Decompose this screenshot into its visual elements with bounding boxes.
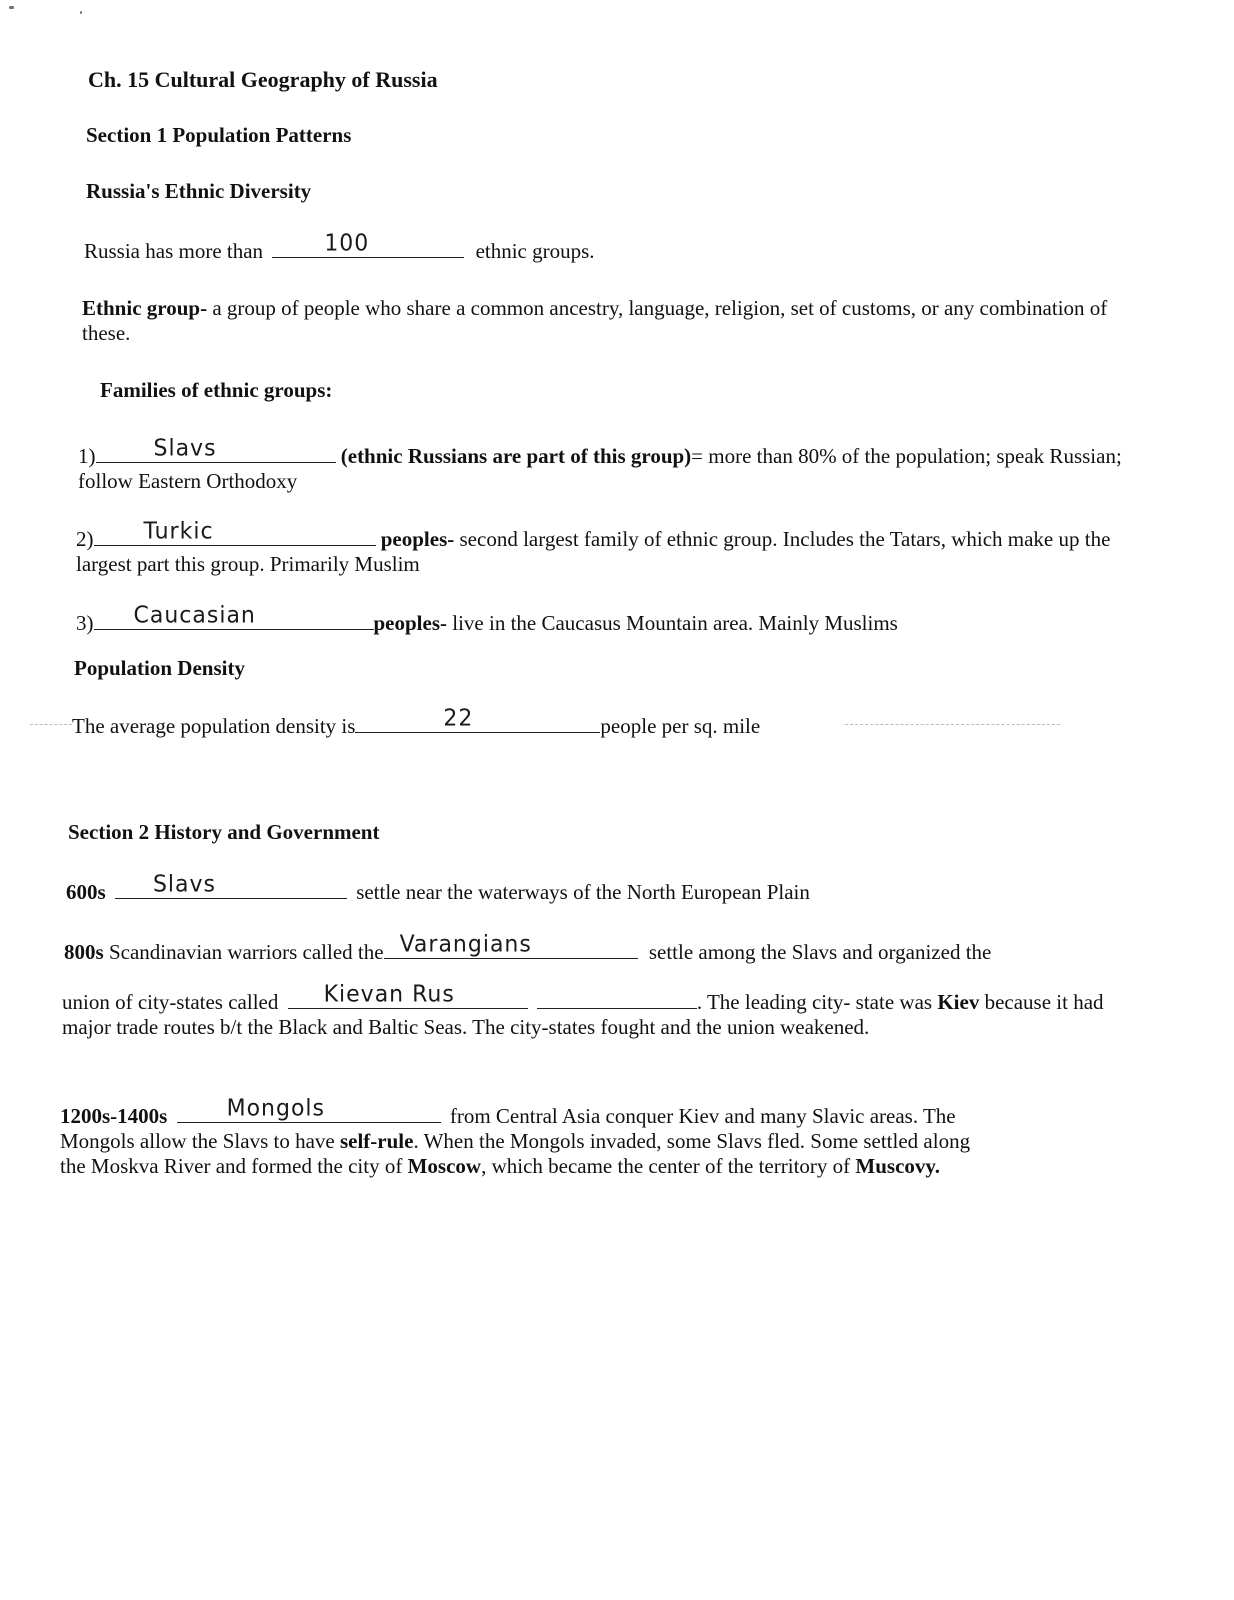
era-label: 600s (66, 880, 106, 904)
family-item-3 (76, 602, 898, 636)
kievan-rus-answer: Kievan Rus (323, 981, 455, 1008)
density-suffix: people per sq. mile (600, 714, 761, 738)
family-2-answer: Turkic (143, 518, 214, 545)
1200s-line3-end: . (934, 1154, 940, 1178)
ethnic-count-prefix: Russia has more than (84, 239, 264, 263)
population-density-heading: Population Density (74, 656, 245, 680)
density-prefix: The average population density is (72, 714, 356, 738)
ethnic-count-suffix: ethnic groups. (475, 239, 595, 263)
history-entry-800s (64, 931, 992, 965)
ethnic-diversity-heading: Russia's Ethnic Diversity (86, 179, 312, 203)
1200s-answer: Mongols (226, 1095, 325, 1122)
kievan-rus-blank-extra[interactable] (537, 986, 697, 1009)
history-entry-600s (66, 871, 810, 905)
density-sentence (72, 705, 761, 739)
ethnic-count-sentence (84, 230, 595, 264)
ethnic-count-blank[interactable] (272, 230, 464, 258)
family-3-bold: peoples- (373, 611, 447, 635)
scan-speck (9, 6, 14, 9)
density-answer: 22 (443, 705, 474, 732)
era-label: 1200s-1400s (60, 1104, 168, 1128)
scan-dotted-line (30, 724, 72, 725)
section2-heading: Section 2 History and Government (68, 820, 380, 844)
family-number: 1) (78, 444, 96, 468)
moscow-bold: Moscow (407, 1154, 482, 1178)
1200s-line3b: , which became the center of the territory of (481, 1154, 856, 1178)
kievan-rus-prefix: union of city-states called (62, 990, 279, 1014)
ethnic-count-answer: 100 (324, 230, 370, 257)
ethnic-group-definition (82, 296, 1142, 346)
family-item-2 (76, 518, 1146, 577)
1200s-line3a: the Moskva River and formed the city of (60, 1154, 408, 1178)
muscovy-bold: Muscovy (855, 1154, 935, 1178)
family-3-text: live in the Caucasus Mountain area. Mainly Muslims (447, 611, 898, 635)
family-1-answer: Slavs (153, 435, 217, 462)
kiev-bold: Kiev (937, 990, 980, 1014)
section1-heading: Section 1 Population Patterns (86, 123, 352, 147)
definition-text: a group of people who share a common ancestry, language, religion, set of customs, or any combination of these. (82, 296, 1108, 345)
600s-blank[interactable] (115, 871, 347, 899)
family-item-1 (78, 435, 1148, 494)
era-label: 800s (64, 940, 104, 964)
scan-speck (80, 11, 82, 14)
600s-text: settle near the waterways of the North European Plain (356, 880, 810, 904)
page-title: Ch. 15 Cultural Geography of Russia (88, 67, 438, 92)
history-entry-1200s (60, 1095, 1140, 1179)
kievan-rus-paragraph (62, 981, 1122, 1040)
800s-blank[interactable] (384, 931, 638, 959)
family-2-bold: peoples- (380, 527, 455, 551)
family-2-text: second largest family of ethnic group. Includes the Tatars, which make up the largest part this group. Primarily Muslim (76, 527, 1111, 576)
family-3-blank[interactable] (94, 602, 374, 630)
800s-text-after: settle among the Slavs and organized the (648, 940, 992, 964)
family-1-blank[interactable] (96, 435, 336, 463)
family-number: 3) (76, 611, 94, 635)
family-1-text: = more than 80% of the population; speak Russian; follow Eastern Orthodoxy (78, 444, 1122, 493)
definition-term: Ethnic group- (82, 296, 208, 320)
scan-dotted-line (845, 724, 1060, 725)
1200s-line2b: . When the Mongols invaded, some Slavs fled. Some settled along (413, 1129, 971, 1153)
family-number: 2) (76, 527, 94, 551)
families-heading: Families of ethnic groups: (100, 378, 333, 402)
family-2-blank[interactable] (94, 518, 376, 546)
kievan-rus-blank[interactable] (288, 981, 528, 1009)
kievan-rus-continuation: because it had major trade routes b/t the Black and Baltic Seas. The city-states fought and the union weakened. (62, 990, 1104, 1039)
1200s-blank[interactable] (177, 1095, 441, 1123)
600s-answer: Slavs (152, 871, 216, 898)
family-1-bold: (ethnic Russians are part of this group) (340, 444, 692, 468)
800s-answer: Varangians (399, 931, 532, 958)
kievan-rus-mid: . The leading city- state was (696, 990, 938, 1014)
800s-text-before: Scandinavian warriors called the (108, 940, 384, 964)
density-blank[interactable] (355, 705, 600, 733)
1200s-line2a: Mongols allow the Slavs to have (60, 1129, 340, 1153)
self-rule-bold: self-rule (339, 1129, 414, 1153)
1200s-text-after: from Central Asia conquer Kiev and many Slavic areas. The (449, 1104, 956, 1128)
family-3-answer: Caucasian (133, 602, 256, 629)
